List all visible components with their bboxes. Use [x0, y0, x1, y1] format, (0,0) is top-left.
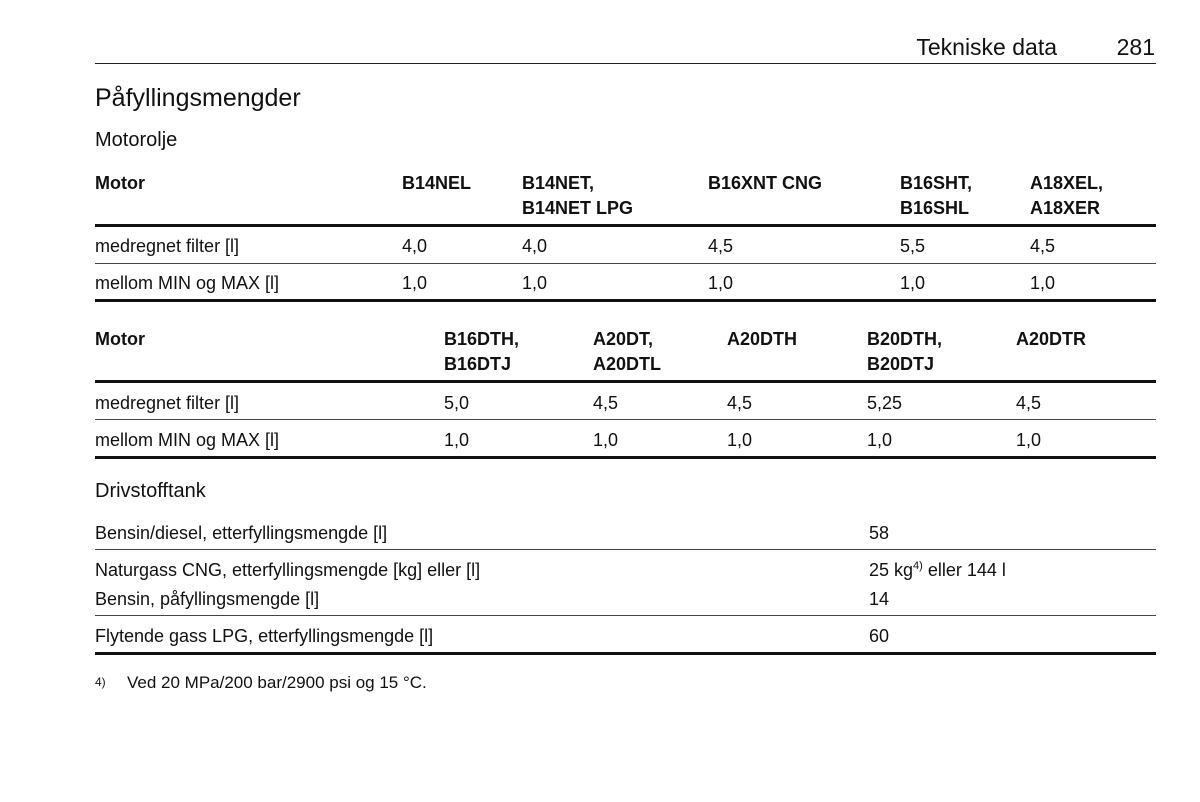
fuel-row-value	[869, 558, 1006, 583]
table2-row2-cell: 1,0	[867, 430, 893, 450]
table2-row-rule	[95, 419, 1156, 420]
table2-bottom-rule	[95, 456, 1156, 459]
table1-row2-cell: 1,0	[402, 273, 428, 293]
table2-header-b20dth: B20DTH, B20DTJ	[867, 329, 943, 374]
table2-header-rule	[95, 380, 1156, 383]
table1-header-b16xnt: B16XNT CNG	[708, 173, 823, 193]
fuel-row-label: Flytende gass LPG, etterfyllingsmengde [l]	[95, 626, 434, 646]
table1-header-b14net: B14NET, B14NET LPG	[522, 173, 634, 218]
fuel-cng-value: 25 kg	[869, 560, 914, 580]
table2-header-a20dth: A20DTH	[727, 329, 798, 349]
table2-header-motor: Motor	[95, 329, 145, 349]
table1-row2-cell: 1,0	[522, 273, 548, 293]
table2-row2-cell: 1,0	[727, 430, 753, 450]
table1-row2-cell: 1,0	[708, 273, 734, 293]
page-number: 281	[1116, 34, 1155, 60]
table1-row1-cell: 4,0	[402, 236, 428, 256]
table1-header-motor: Motor	[95, 173, 145, 193]
table1-header-a18xel: A18XEL, A18XER	[1030, 173, 1104, 218]
table2-row1-cell: 4,5	[727, 393, 753, 413]
fuel-row-value: 60	[869, 626, 890, 646]
fuel-row-label: Naturgass CNG, etterfyllingsmengde [kg] eller [l]	[95, 560, 481, 580]
table2-row2-cell: 1,0	[444, 430, 470, 450]
table2-header-b16dth: B16DTH, B16DTJ	[444, 329, 520, 374]
table1-bottom-rule	[95, 299, 1156, 302]
fuel-bottom-rule	[95, 652, 1156, 655]
table2-row2-label: mellom MIN og MAX [l]	[95, 430, 280, 450]
table2-header-a20dt: A20DT, A20DTL	[593, 329, 662, 374]
table2-row1-cell: 5,0	[444, 393, 470, 413]
table2-row1-cell: 4,5	[593, 393, 619, 413]
table1-header-b14nel: B14NEL	[402, 173, 472, 193]
fuel-row-rule	[95, 549, 1156, 550]
fuel-row-label: Bensin, påfyllingsmengde [l]	[95, 589, 320, 609]
motor-oil-heading: Motorolje	[95, 129, 178, 151]
fuel-tank-heading: Drivstofftank	[95, 480, 206, 502]
fuel-row-label: Bensin/diesel, etterfyllingsmengde [l]	[95, 523, 388, 543]
footnote-mark: 4)	[95, 675, 106, 689]
header-rule	[95, 63, 1156, 64]
table1-row2-label: mellom MIN og MAX [l]	[95, 273, 280, 293]
table1-row-rule	[95, 263, 1156, 264]
fuel-cng-value-alt: eller 144 l	[922, 560, 1006, 580]
footnote-ref: 4)	[913, 560, 923, 572]
table1-row2-cell: 1,0	[1030, 273, 1056, 293]
table1-row1-label: medregnet filter [l]	[95, 236, 240, 256]
fuel-row-rule	[95, 615, 1156, 616]
running-header-section: Tekniske data	[916, 34, 1057, 60]
table2-row1-cell: 4,5	[1016, 393, 1042, 413]
table1-row1-cell: 4,5	[1030, 236, 1056, 256]
footnote-text: Ved 20 MPa/200 bar/2900 psi og 15 °C.	[127, 673, 427, 692]
table2-row1-cell: 5,25	[867, 393, 903, 413]
page-title: Påfyllingsmengder	[95, 84, 301, 112]
table1-row2-cell: 1,0	[900, 273, 926, 293]
table2-row2-cell: 1,0	[1016, 430, 1042, 450]
table2-header-a20dtr: A20DTR	[1016, 329, 1087, 349]
table1-row1-cell: 4,0	[522, 236, 548, 256]
fuel-row-value: 58	[869, 523, 890, 543]
table1-header-b16sht: B16SHT, B16SHL	[900, 173, 973, 218]
table2-row2-cell: 1,0	[593, 430, 619, 450]
table1-row1-cell: 4,5	[708, 236, 734, 256]
fuel-row-value: 14	[869, 589, 890, 609]
table2-row1-label: medregnet filter [l]	[95, 393, 240, 413]
table1-row1-cell: 5,5	[900, 236, 926, 256]
table1-header-rule	[95, 224, 1156, 227]
